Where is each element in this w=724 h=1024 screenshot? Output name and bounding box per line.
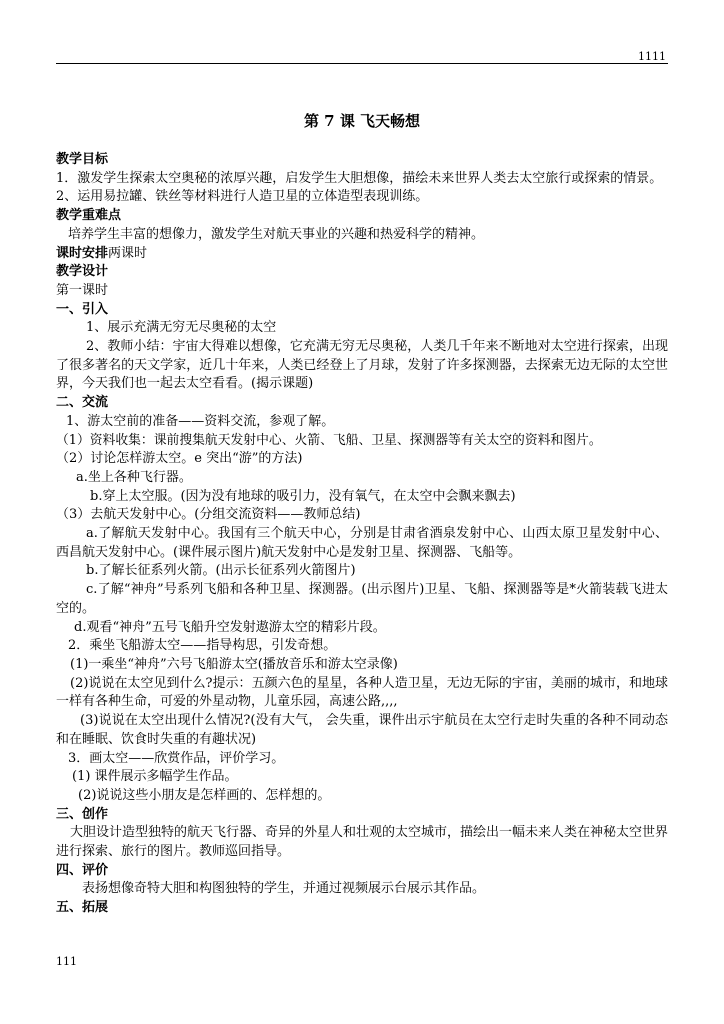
document-body bbox=[56, 151, 668, 918]
evaluate-heading: 四、评价 bbox=[56, 862, 109, 878]
header-divider bbox=[56, 63, 668, 64]
schedule-value: 两课时 bbox=[108, 245, 148, 261]
intro-paragraph-1: 1、展示充满无穷无尽奥秘的太空 bbox=[86, 320, 277, 336]
exchange-line-15: 3．画太空——欣赏作品，评价学习。 bbox=[68, 750, 285, 766]
footer-page-number: 111 bbox=[56, 955, 77, 968]
schedule-row bbox=[56, 245, 668, 264]
key-points-text: 培养学生丰富的想像力，激发学生对航天事业的兴趣和热爱科学的精神。 bbox=[68, 226, 485, 242]
exchange-line-1: 1、游太空前的准备——资料交流，参观了解。 bbox=[66, 413, 335, 429]
goals-heading: 教学目标 bbox=[56, 152, 109, 167]
design-heading: 教学设计 bbox=[56, 264, 109, 280]
key-points-heading: 教学重难点 bbox=[56, 208, 122, 224]
exchange-line-11: 2．乘坐飞船游太空——指导构思，引发奇想。 bbox=[68, 638, 337, 654]
exchange-line-2: （1）资料收集：课前搜集航天发射中心、火箭、飞船、卫星、探测器等有关太空的资料和图片。 bbox=[56, 432, 602, 448]
exchange-line-5: b.穿上太空服。(因为没有地球的吸引力，没有氧气，在太空中会飘来飘去) bbox=[90, 488, 516, 504]
extend-heading: 五、拓展 bbox=[56, 900, 109, 916]
header-page-number: 1111 bbox=[638, 50, 666, 63]
exchange-line-8: b.了解长征系列火箭。(出示长征系列火箭图片) bbox=[86, 563, 356, 579]
lesson-title: 第 7 课 飞天畅想 bbox=[303, 112, 421, 130]
lesson-label: 第一课时 bbox=[56, 282, 109, 298]
exchange-line-16: (1) 课件展示多幅学生作品。 bbox=[72, 769, 238, 785]
exchange-line-10: d.观看“神舟”五号飞船升空发射遨游太空的精彩片段。 bbox=[74, 619, 386, 635]
goals-item-1: 1．激发学生探索太空奥秘的浓厚兴趣，启发学生大胆想像，描绘未来世界人类去太空旅行或探索的情景。 bbox=[56, 170, 663, 186]
exchange-line-9: c.了解“神舟”号系列飞船和各种卫星、探测器。(出示图片)卫星、飞船、探测器等是*火箭装载飞进太空的。 bbox=[56, 582, 668, 616]
intro-heading: 一、引入 bbox=[56, 301, 109, 317]
schedule-label: 课时安排 bbox=[56, 245, 109, 261]
exchange-line-14: (3)说说在太空出现什么情况?(没有大气， 会失重，课件出示宇航员在太空行走时失重的各种不同动态和在睡眠、饮食时失重的有趣状况) bbox=[56, 713, 668, 747]
exchange-line-12: (1)一乘坐“神舟”六号飞船游太空(播放音乐和游太空录像) bbox=[70, 656, 398, 672]
exchange-line-6: （3）去航天发射中心。(分组交流资料——教师总结) bbox=[56, 507, 361, 523]
create-heading: 三、创作 bbox=[56, 806, 109, 822]
evaluate-text: 表扬想像奇特大胆和构图独特的学生，并通过视频展示台展示其作品。 bbox=[82, 881, 486, 897]
exchange-line-17: (2)说说这些小朋友是怎样画的、怎样想的。 bbox=[78, 787, 331, 803]
exchange-heading: 二、交流 bbox=[56, 395, 109, 411]
exchange-line-3: （2）讨论怎样游太空。e 突出“游”的方法) bbox=[56, 451, 303, 467]
exchange-line-7: a.了解航天发射中心。我国有三个航天中心，分别是甘肃省酒泉发射中心、山西太原卫星发射中心、西昌航天发射中心。(课件展示图片)航天发射中心是发射卫星、探测器、飞船等。 bbox=[56, 526, 668, 560]
exchange-line-13: (2)说说在太空见到什么?提示：五颜六色的星星，各种人造卫星，无边无际的宇宙，美丽的城市，和地球一样有各种生命，可爱的外星动物，儿童乐园，高速公路,,,, bbox=[56, 675, 668, 710]
create-text: 大胆设计造型独特的航天飞行器、奇异的外星人和壮观的太空城市，描绘出一幅未来人类在神秘太空世界进行探索、旅行的图片。教师巡回指导。 bbox=[56, 825, 669, 860]
intro-paragraph-2: 2、教师小结：宇宙大得难以想像，它充满无穷无尽奥秘，人类几千年来不断地对太空进行探索，出现了很多著名的天文学家，近几十年来，人类已经登上了月球，发射了许多探测器，去探索无边无际的太空世界，今天我们也一起去太空看看。(揭示课题) bbox=[56, 339, 668, 392]
goals-item-2: 2、运用易拉罐、铁丝等材料进行人造卫星的立体造型表现训练。 bbox=[56, 189, 429, 205]
exchange-line-4: a.坐上各种飞行器。 bbox=[76, 469, 192, 485]
